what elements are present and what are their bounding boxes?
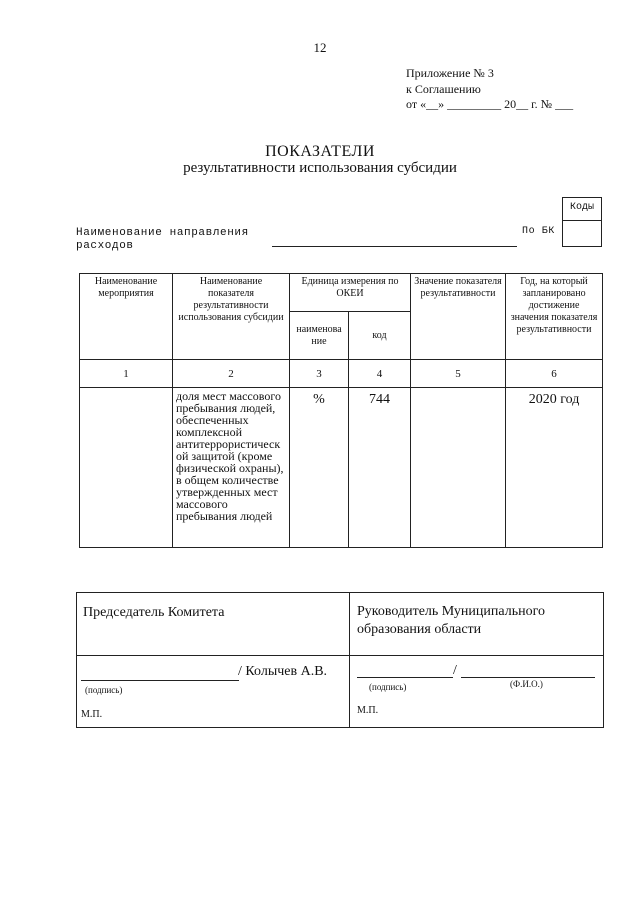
column-number-2: 2	[173, 360, 290, 388]
direction-input-line	[272, 246, 517, 247]
left-stamp-label: М.П.	[81, 709, 103, 720]
annex-agreement: к Соглашению	[406, 82, 481, 96]
header-indicator: Наименование показателя результативности использования субсидии	[173, 274, 290, 360]
codes-label: Коды	[569, 202, 594, 213]
signature-vertical-divider	[349, 593, 350, 727]
right-signature-slash: /	[453, 663, 457, 678]
column-number-4: 4	[349, 360, 411, 388]
bk-label: По БК	[522, 226, 556, 237]
right-signatory-title	[357, 603, 545, 639]
header-unit-code: код	[349, 312, 411, 360]
column-number-6: 6	[506, 360, 603, 388]
codes-box	[562, 197, 602, 247]
column-number-1: 1	[80, 360, 173, 388]
right-signature-line	[357, 677, 453, 678]
right-stamp-label: М.П.	[357, 705, 379, 716]
header-unit-name: наименова ние	[290, 312, 349, 360]
signature-horizontal-divider	[77, 655, 603, 656]
cell-indicator: доля мест массового пребывания людей, обеспеченных комплексной антитеррористическ ой защитой (кроме физической охраны), в общем количестве утвержденных мест массового пребывания людей	[173, 388, 290, 548]
codes-divider	[563, 220, 601, 221]
cell-unit-code: 744	[349, 388, 411, 548]
left-signatory-title: Председатель Комитета	[83, 605, 225, 620]
cell-value	[411, 388, 506, 548]
right-signatory-title-line1: Руководитель Муниципального	[357, 604, 545, 619]
header-value: Значение показателя результативности	[411, 274, 506, 360]
left-signature-caption: (подпись)	[85, 685, 123, 695]
header-unit-group: Единица измерения по ОКЕИ	[290, 274, 411, 312]
right-signatory-title-line2: образования области	[357, 622, 482, 637]
header-year: Год, на который запланировано достижение значения показателя результативности	[506, 274, 603, 360]
cell-year: 2020 год	[506, 388, 603, 548]
column-number-5: 5	[411, 360, 506, 388]
right-fio-caption: (Ф.И.О.)	[510, 679, 543, 689]
right-signature-caption: (подпись)	[369, 682, 407, 692]
cell-unit-name: %	[290, 388, 349, 548]
signature-block	[76, 592, 604, 728]
document-title: ПОКАЗАТЕЛИ	[265, 143, 375, 160]
column-number-3: 3	[290, 360, 349, 388]
left-signature-line	[81, 680, 239, 681]
right-name-line	[461, 677, 595, 678]
indicators-table	[79, 273, 603, 548]
table-row	[80, 388, 603, 548]
cell-event	[80, 388, 173, 548]
direction-label-line1: Наименование направления	[76, 227, 249, 239]
direction-label-line2: расходов	[76, 240, 134, 252]
annex-date-number: от «__» _________ 20__ г. № ___	[406, 97, 574, 111]
annex-title: Приложение № 3	[406, 66, 494, 80]
document-subtitle: результативности использования субсидии	[183, 160, 457, 176]
header-event: Наименование мероприятия	[80, 274, 173, 360]
page-number: 12	[313, 40, 327, 55]
left-signatory-name: / Колычев А.В.	[238, 664, 328, 679]
direction-label	[76, 227, 276, 253]
